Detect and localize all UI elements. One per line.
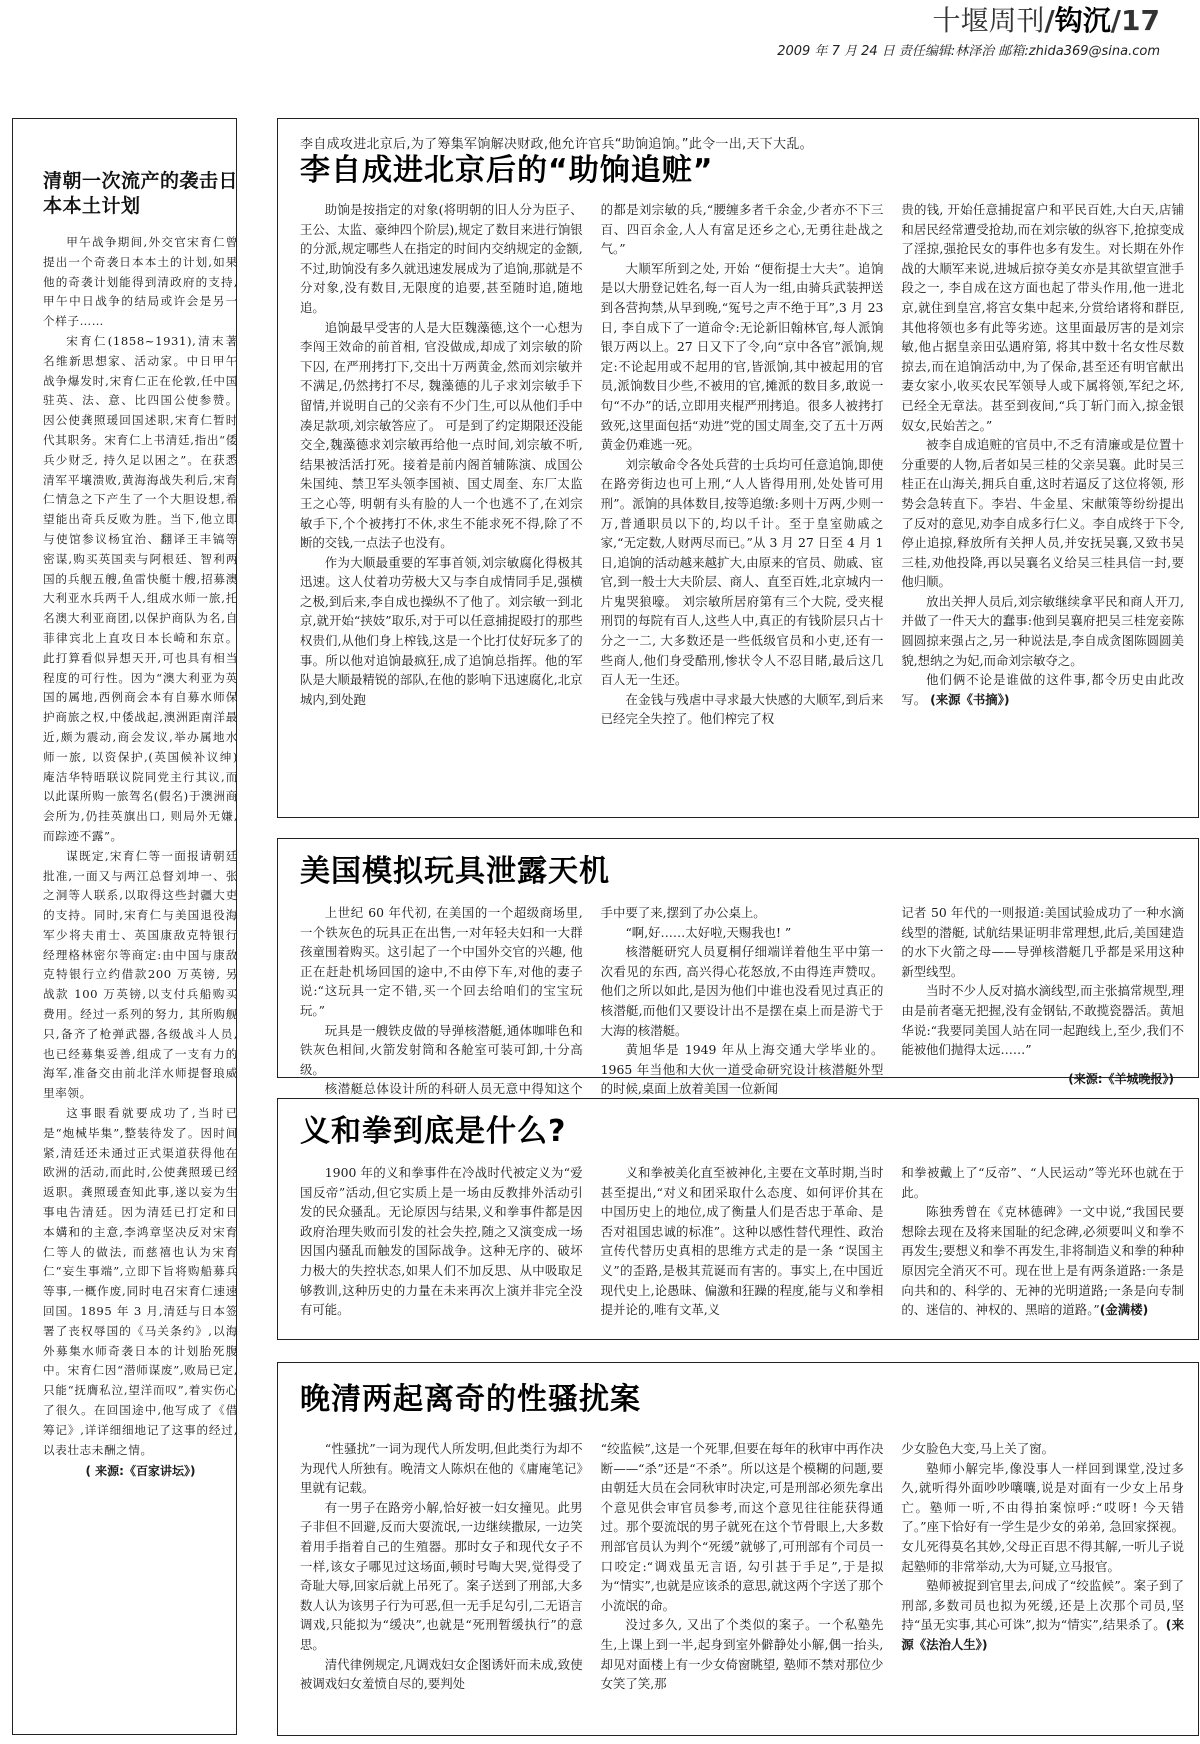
paragraph: 义和拳被美化直至被神化,主要在文革时期,当时甚至提出,“对义和团采取什么态度、如何评价其在中国历史上的地位,成了衡量人们是否忠于革命、是否对祖国忠诚的标准”。这种以感性替代理性、政治宣传代替历史真相的思维方式走的是一条 “误国主义”的歪路,是极其荒诞而有害的。事实上,在中国近现代史上,论愚昧、偏激和狂躁的程度,能与义和拳相提并论的,唯有文革,义 [600, 1165, 884, 1318]
sidebar-paragraph: 谋既定,宋育仁等一面报请朝廷批准,一面又与两江总督刘坤一、张之洞等人联系,以取得这些封疆大吏的支持。同时,宋育仁与美国退役海军少将夫甫士、英国康敌克特银行经理格林密尔等商定:由中国与康敌克特银行立约借款200 万英镑, 另战款 100 万英镑,以支付兵船购买费用。经过一系列的努力, 其所购舰只,备齐了枪弹武器,各级战斗人员, 也已经募集妥善,组成了一支有力的海军,准备交由前北洋水师提督琅威里率领。 [43, 848, 238, 1101]
article-source: (金满楼) [1099, 1302, 1149, 1318]
paragraph: “啊,好……太好啦,天赐我也! ” [625, 924, 792, 940]
article-column [300, 200, 583, 729]
paragraph: 大顺军所到之处, 开始 “便衔提士大夫”。追饷是以大册登记姓名,每一百人为一组,由骑兵武装押送到各营拘禁,从早到晚,“冤号之声不绝于耳”,3 月 23 日, 李自成下了一道命令:无论新旧翰林官,每人派饷银万两以上。27 日又下了令,向“京中各官”派饷,规定:不论起用或不起用的官,皆派饷,其中被起用的官员,派饷数目少些,不被用的官,摊派的数目多,敢说一句“不办”的话,立即用夹棍严刑拷追。很多人被拷打致死,这里面包括“劝进”党的国丈周奎,交了五十万两黄金仍难逃一死。 [600, 260, 884, 453]
paragraph: 核潜艇研究人员夏桐仔细端详着他生平中第一次看见的东西, 高兴得心花怒放,不由得连声赞叹。他们之所以如此,是因为他们中谁也没看见过真正的核潜艇,而他们又要设计出不是摆在桌上而是游弋于大海的核潜艇。 [600, 944, 884, 1038]
paragraph: 他们俩不论是谁做的这件事,都令历史由此改写。 [901, 672, 1185, 707]
article-headline: 李自成进北京后的“助饷追赃” [300, 153, 714, 188]
article-column [300, 1163, 583, 1320]
paragraph: 黄旭华是 1949 年从上海交通大学毕业的。1965 年当他和大伙一道受命研究设计核潜艇外型的时候,桌面上放着美国一位新闻 [600, 1042, 884, 1097]
paragraph: “性骚扰”一词为现代人所发明,但此类行为却不为现代人所独有。晚清文人陈炽在他的《庸庵笔记》里就有记载。 [300, 1441, 583, 1496]
article-headline: 美国模拟玩具泄露天机 [300, 854, 610, 889]
masthead-title [777, 4, 1160, 38]
article-headline: 晚清两起离奇的性骚扰案 [300, 1382, 641, 1417]
paragraph: “绞监候”,这是一个死罪,但要在每年的秋审中再作决断——“杀”还是“不杀”。所以这是个模糊的问题,要由朝廷大员在会同秋审时决定,可是刑部必须先拿出个意见供会审官员参考,而这个意见往往能获得通过。那个耍流氓的男子就死在这个节骨眼上,大多数刑部官员认为判个“死缓”就够了,可刑部有个司员一口咬定:“调戏虽无言语, 勾引甚于手足”,于是拟为“情实”,也就是应该杀的意思,就这两个字送了那个小流氓的命。 [600, 1441, 884, 1613]
paragraph: 陈独秀曾在《克林德碑》一文中说,“我国民要想除去现在及将来国耻的纪念碑,必须要叫义和拳不再发生;要想义和拳不再发生,非将制造义和拳的种种原因完全消灭不可。现在世上是有两条道路:一条是向共和的、科学的、无神的光明道路;一条是向专制的、迷信的、神权的、黑暗的道路。” [901, 1204, 1185, 1318]
masthead-subline: 2009 年 7 月 24 日 责任编辑:林泽治 邮箱:zhida369@sina.com [777, 44, 1160, 59]
sidebar-paragraph: 甲午战争期间,外交官宋育仁曾提出一个奇袭日本本土的计划,如果他的奇袭计划能得到清政府的支持,甲午中日战争的结局或许会是另一个样子…… [43, 235, 238, 329]
sidebar-title: 清朝一次流产的袭击日本本土计划 [43, 170, 239, 217]
article-source: (来源《法治人生》) [901, 1617, 1185, 1652]
article-boxers [277, 1098, 1199, 1340]
paragraph: 追饷最早受害的人是大臣魏藻德,这个一心想为李闯王效命的前首相, 官没做成,却成了刘宗敏的阶下囚, 在严刑拷打下,交出十万两黄金,然而刘宗敏并不满足,仍然拷打不尽, 魏藻德的儿子求刘宗敏手下留情,并说明自己的父亲有不少门生,可以从他们手中凑足款项,刘宗敏答应了。 可是到了约定期限还没能交全,魏藻德求刘宗敏再给他一点时间,刘宗敏不听,结果被活活打死。接着是前内阁首辅陈演、成国公朱国纯、禁卫军头领李国祯、国丈周奎、东厂太监王之心等, 明朝有头有脸的人一个也逃不了,在刘宗敏手下,个个被拷打不休,求生不能求死不得,除了不断的交钱,一点法子也没有。 [300, 319, 583, 551]
sidebar-paragraph: 这事眼看就要成功了,当时已是“炮械毕集”,整装待发了。因时间紧,清廷还未通过正式渠道获得他在欧洲的活动,而此时,公使龚照瑗已经返职。龚照瑗查知此事,遂以妄为生事电告清廷。因为清廷已打定和日本媾和的主意,李鸿章坚决反对宋育仁等人的做法, 而慈禧也认为宋育仁“妄生事端”,立即下旨将购船募兵等事,一概作废,同时电召宋育仁速速回国。1895 年 3 月,清廷与日本签署了丧权辱国的《马关条约》,以海外募集水师奇袭日本的计划胎死腹中。宋育仁因“潜师谋废”,败局已定,只能“抚膺私泣,望洋而叹”,着实伤心了很久。在回国途中,他写成了《借筹记》,详详细细地记了这事的经过,以表壮志未酬之情。 [43, 1106, 238, 1457]
paragraph: 助饷是按指定的对象(将明朝的旧人分为臣子、王公、太监、豪绅四个阶层),规定了数目来进行饷银的分派,规定哪些人在指定的时间内交纳规定的金额,不过,助饷没有多久就迅速发展成为了追饷,那就是不分对象,没有数目,无限度的追要,甚至随时追,随地追。 [300, 202, 583, 315]
sidebar-source: ( 来源:《百家讲坛》) [85, 1464, 196, 1479]
sidebar-body [43, 233, 238, 1460]
paragraph: 核潜艇总体设计所的科研人员无意中得知这个 [324, 1081, 583, 1097]
article-column [901, 1439, 1184, 1694]
paragraph: 当时不少人反对搞水滴线型,而主张搞常规型,理由是前者毫无把握,没有金钢钻,不敢揽瓷器活。黄旭华说:“我要同美国人站在同一起跑线上,至少,我们不能被他们抛得太远……” [901, 983, 1185, 1058]
article-column [901, 200, 1184, 729]
sidebar-article [12, 118, 237, 1735]
article-deck: 李自成攻进北京后,为了筹集军饷解决财政,他允许官兵“助饷追饷。”此令一出,天下大乱。 [300, 137, 813, 152]
paragraph: 作为大顺最重要的军事首领,刘宗敏腐化得极其迅速。这人仗着功劳极大又与李自成情同手足,强横之极,到后来,李自成也操纵不了他了。刘宗敏一到北京,就开始“挟妓”取乐,对于可以任意捕捉殴打的那些权贵们,从他们身上榨钱,这是一个比打仗好玩多了的事。所以他对追饷最疯狂,成了追饷总指挥。他的军队是大顺最精锐的部队,在他的影响下迅速腐化,北京城内,到处跑 [300, 554, 583, 707]
article-source: (来源《书摘》) [930, 691, 1010, 707]
article-column [300, 1439, 583, 1694]
article-column [601, 1163, 884, 1320]
paragraph: 玩具是一艘铁皮做的导弹核潜艇,通体咖啡色和铁灰色相间,火箭发射筒和各舱室可装可卸,十分高级。 [300, 1022, 583, 1077]
paragraph: 少女脸色大变,马上关了窗。 [901, 1441, 1054, 1456]
paragraph: 塾师小解完毕,像没事人一样回到课堂,没过多久,就听得外面吵吵嚷嚷,说是对面有一少女上吊身亡。塾师一听,不由得拍案惊呼:“哎呀! 今天错了。”座下恰好有一学生是少女的弟弟, 急回家探视。女儿死得莫名其妙,父母正百思不得其解,一听儿子说起塾师的非常举动,大为可疑,立马报官。 [901, 1460, 1185, 1574]
paragraph: 有一男子在路旁小解,恰好被一妇女撞见。此男子非但不回避,反而大耍流氓,一边继续撒尿, 一边笑着用手指着自己的生殖器。那时女子和现代女子不一样,该女子哪见过这场面,顿时号啕大哭,觉得受了奇耻大辱,回家后就上吊死了。案子送到了刑部,大多数人认为该男子行为可恶,但一无手足勾引,二无语言调戏,只能拟为“缓决”,也就是“死刑暂缓执行”的意思。 [300, 1499, 583, 1652]
paragraph: 被李自成追赃的官员中,不乏有清廉或是位置十分重要的人物,后者如吴三桂的父亲吴襄。此时吴三桂正在山海关,拥兵自重,这时若逼反了这位将领, 形势会急转直下。李岩、牛金星、宋献策等纷纷提出了反对的意见,劝李自成多行仁义。李自成终于下令,停止追掠,释放所有关押人员,并安抚吴襄,又致书吴三桂,劝他投降,再以吴襄名义给吴三桂具信一封,要他归顺。 [901, 437, 1185, 590]
paragraph: 手中要了来,摆到了办公桌上。 [600, 905, 766, 920]
article-column [601, 1439, 884, 1694]
page-number: /17 [1110, 4, 1160, 37]
paragraph: 在金钱与残虐中寻求最大快感的大顺军,到后来已经完全失控了。他们榨完了权 [600, 691, 884, 727]
article-column [901, 903, 1184, 1119]
paragraph: 塾师被捉到官里去,问成了“绞监候”。案子到了刑部,多数司员也拟为死缓,还是上次那个司员,坚持“虽无实事,其心可诛”,拟为“情实”,结果杀了。 [901, 1578, 1185, 1633]
paper-name: 十堰周刊 [932, 4, 1045, 37]
article-column [601, 200, 884, 729]
article-column [901, 1163, 1184, 1320]
paragraph: 记者 50 年代的一则报道:美国试验成功了一种水滴线型的潜艇, 试航结果证明非常理想,此后,美国建造的水下火箭之母——导弹核潜艇几乎都是采用这种新型线型。 [901, 905, 1185, 979]
paragraph: 清代律例规定,凡调戏妇女企图诱奸而未成,致使被调戏妇女羞愤自尽的,要判处 [300, 1656, 583, 1692]
paragraph: 的都是刘宗敏的兵,“腰缠多者千余金,少者亦不下三百、四百余金,人人有富足还乡之心,无勇往赴战之气。” [600, 202, 884, 257]
paragraph: 和拳被戴上了“反帝”、“人民运动”等光环也就在于此。 [901, 1165, 1185, 1200]
article-headline: 义和拳到底是什么? [300, 1114, 567, 1149]
article-harassment-cases [277, 1362, 1199, 1736]
paragraph: 放出关押人员后,刘宗敏继续拿平民和商人开刀,并做了一件天大的蠢事:他到吴襄府把吴三桂宠妾陈圆圆掠来强占之,另一种说法是,李自成贪图陈圆圆美貌,想纳之为妃,而命刘宗敏夺之。 [901, 593, 1185, 668]
masthead-separator: / [1044, 4, 1055, 37]
paragraph: 上世纪 60 年代初, 在美国的一个超级商场里,一个铁灰色的玩具正在出售,一对年轻夫妇和一大群孩童围着购买。这引起了一个中国外交官的兴趣, 他正在赶赴机场回国的途中,不由停下车,对他的妻子说:“这玩具一定不错,买一个回去给咱们的宝宝玩玩。” [300, 905, 583, 1018]
sidebar-paragraph: 宋育仁(1858~1931),清末著名维新思想家、活动家。中日甲午战争爆发时,宋育仁正在伦敦,任中国驻英、法、意、比四国公使参赞。因公使龚照瑗回国述职,宋育仁暂时代其职务。宋育仁上书清廷,指出“倭兵少财乏, 持久足以困之”。在获悉清军平壤溃败,黄海海战失利后,宋育仁情急之下产生了一个大胆设想,希望能出奇兵反败为胜。当下,他立即与使馆参议杨宜治、翻译王丰镐等密谋,购买英国卖与阿根廷、智利两国的兵舰五艘,鱼雷快艇十艘,招募澳大利亚水兵两千人,组成水师一旅,托名澳大利亚商团,以保护商队为名,自菲律宾北上直攻日本长崎和东京。此打算看似异想天开,可也具有相当程度的可行性。因为“澳大利亚为英国的属地,西例商会本有自募水师保护商旅之权,中倭战起,澳洲距南洋最近,颇为震动,商会发议,举办属地水师一旅, 以资保护,(英国候补议绅) 庵洁华特晤联议院同党主行其议,而以此谋所购一旅驾名(假名)于澳洲商会所为,仍挂英旗出口, 则局外无嫌,而踪迹不露”。 [43, 333, 238, 843]
section-name: 钩沉 [1054, 4, 1111, 37]
article-toy-submarine [277, 838, 1199, 1097]
article-li-zicheng [277, 118, 1199, 818]
paragraph: 没过多久, 又出了个类似的案子。一个私塾先生,上课上到一半,起身到室外僻静处小解,偶一抬头,却见对面楼上有一少女倚窗眺望, 塾师不禁对那位少女笑了笑,那 [600, 1617, 884, 1692]
paragraph: 贵的钱, 开始任意捕捉富户和平民百姓,大白天,店铺和居民经常遭受抢劫,而在刘宗敏的纵容下,抢掠变成了淫掠,强抢民女的事件也多有发生。对长期在外作战的大顺军来说,进城后掠夺美女亦是其欲望宣泄手段之一, 李自成在这方面也起了带头作用,他一进北京,就住到皇宫,将宫女集中起来,分赏给诸将和群臣, 其他将领也多有此等劣迹。这里面最厉害的是刘宗敏,他占据皇亲田弘遇府第, 将其中数十名女性尽数掠去,而在追饷活动中,为了保命,甚至还有明官献出妻女家小,收买农民军领导人或下属将领,军纪之坏,已经全无章法。甚至到夜间,“兵丁斩门而入,掠金银奴女,民始苦之。” [901, 202, 1185, 433]
paragraph: 刘宗敏命令各处兵营的士兵均可任意追饷,即使在路旁街边也可上刑,“人人皆得用刑,处处皆可用刑”。派饷的具体数目,按等追缴:多则十万两,少则一万,普通职员以下的,均以千计。至于皇室勋戚之家,“无定数,人财两尽而已。”从 3 月 27 日至 4 月 1 日,追饷的活动越来越扩大,由原来的官员、勋戚、宦官,到一般士大夫阶层、商人、直至百姓,北京城内一片鬼哭狼嚎。 刘宗敏所居府第有三个大院, 受夹棍刑罚的每院有百人,这些人中,真正的有钱阶层只占十分之一二, 大多数还是一些低级官员和小吏,还有一些商人,他们身受酷刑,惨状令人不忍目睹,最后这几百人无一生还。 [600, 456, 884, 688]
article-column [601, 903, 884, 1119]
article-column [300, 903, 583, 1119]
paragraph: 1900 年的义和拳事件在冷战时代被定义为“爱国反帝”活动,但它实质上是一场由反教排外活动引发的民众骚乱。无论原因与结果,义和拳事件都是因政府治理失败而引发的社会失控,随之又演变成一场因国内骚乱而触发的国际战争。这种无序的、破坏力极大的失控状态,如果人们不加反思、从中吸取足够教训,这种历史的力量在未来再次上演并非完全没有可能。 [300, 1165, 583, 1318]
masthead [777, 4, 1160, 59]
article-source: (来源:《羊城晚报》) [1068, 1071, 1175, 1086]
